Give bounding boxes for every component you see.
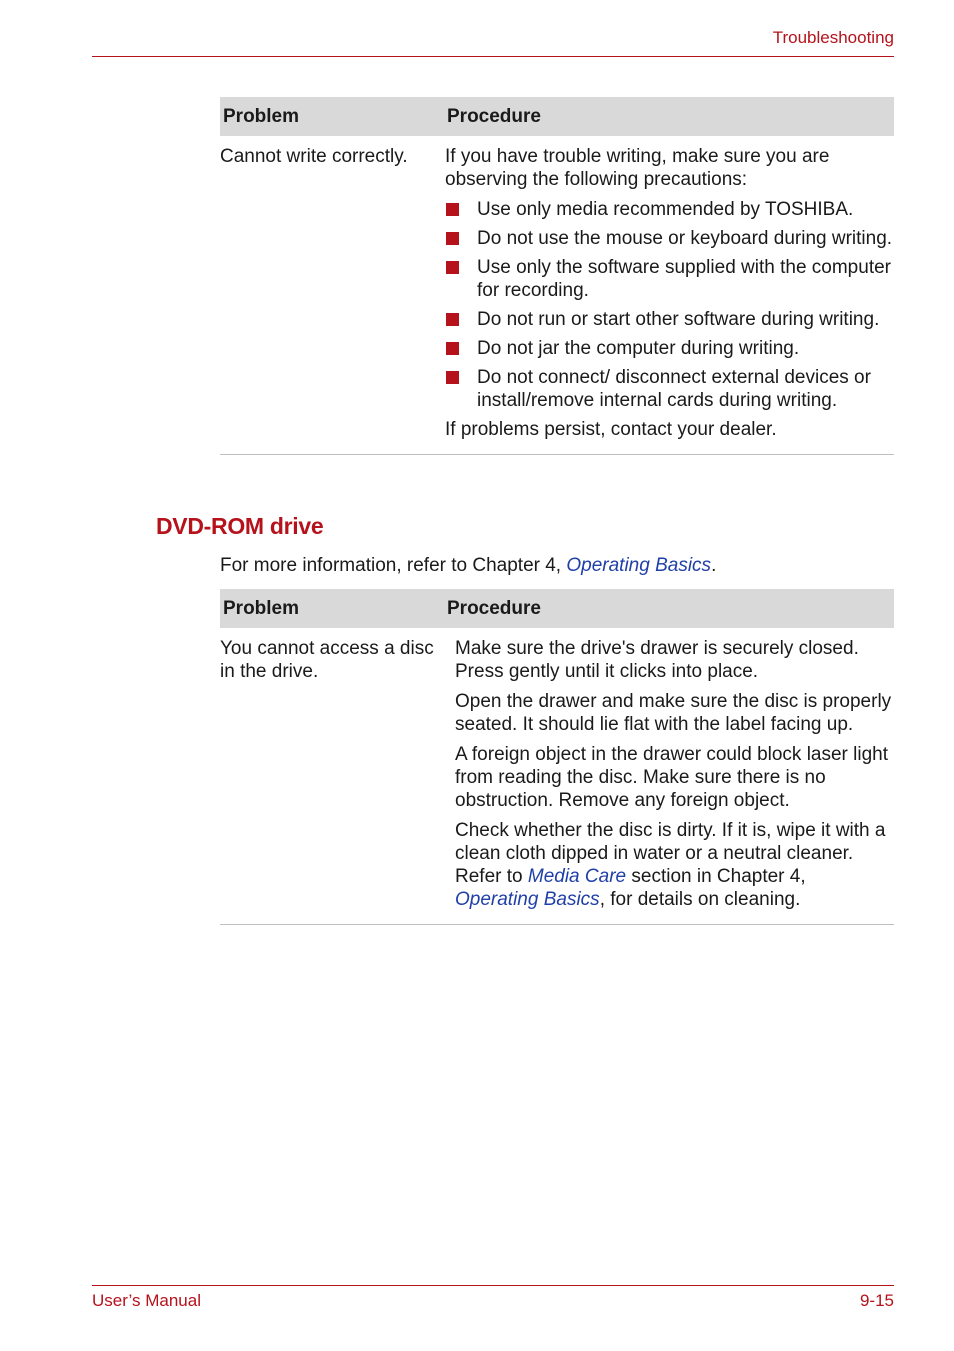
header-rule [92, 56, 894, 57]
list-item: Do not use the mouse or keyboard during writing. [445, 227, 894, 250]
list-item: Do not run or start other software during writing. [445, 308, 894, 331]
list-item: Do not connect/ disconnect external devices or install/remove internal cards during writing. [445, 366, 894, 412]
footer-manual-title: User’s Manual [92, 1291, 201, 1310]
table-row [220, 628, 894, 925]
procedure-cell [445, 145, 894, 448]
square-bullet-icon [446, 313, 459, 326]
table-row [220, 136, 894, 455]
operating-basics-link[interactable]: Operating Basics [566, 555, 712, 576]
column-header-problem: Problem [223, 106, 300, 127]
footer-rule [92, 1285, 894, 1286]
problem-cell: Cannot write correctly. [220, 146, 408, 167]
square-bullet-icon [446, 203, 459, 216]
column-header-procedure: Procedure [447, 106, 541, 127]
square-bullet-icon [446, 371, 459, 384]
procedure-cell [455, 637, 894, 918]
procedure-paragraph: Open the drawer and make sure the disc is properly seated. It should lie flat with the label facing up. [455, 691, 892, 735]
section-intro: For more information, refer to Chapter 4, Operating Basics. [220, 555, 717, 576]
media-care-link[interactable]: Media Care [527, 866, 627, 887]
precaution-list [445, 198, 894, 412]
running-header: Troubleshooting [772, 28, 894, 47]
procedure-intro: If you have trouble writing, make sure you are observing the following precautions: [445, 146, 830, 190]
page-number: 9-15 [859, 1291, 894, 1310]
table-dvd-rom-problems [220, 589, 894, 925]
table-header [220, 97, 894, 136]
square-bullet-icon [446, 232, 459, 245]
operating-basics-link[interactable]: Operating Basics [455, 889, 600, 910]
procedure-paragraph: Check whether the disc is dirty. If it is, wipe it with a clean cloth dipped in water or a neutral cleaner. Refer to Media Care section in Chapter 4, Operating Basics, for details on cleaning. [455, 820, 886, 910]
list-item: Use only the software supplied with the computer for recording. [445, 256, 894, 302]
table-write-problems [220, 97, 894, 455]
table-header [220, 589, 894, 628]
procedure-closing: If problems persist, contact your dealer. [445, 419, 777, 440]
list-item: Do not jar the computer during writing. [445, 337, 894, 360]
list-item: Use only media recommended by TOSHIBA. [445, 198, 894, 221]
column-header-problem: Problem [223, 598, 300, 619]
section-title: DVD-ROM drive [156, 513, 324, 539]
square-bullet-icon [446, 261, 459, 274]
procedure-paragraph: A foreign object in the drawer could block laser light from reading the disc. Make sure there is no obstruction. Remove any foreign object. [455, 744, 889, 811]
procedure-paragraph: Make sure the drive's drawer is securely closed. Press gently until it clicks into place. [455, 638, 859, 682]
column-header-procedure: Procedure [447, 598, 541, 619]
square-bullet-icon [446, 342, 459, 355]
problem-cell: You cannot access a disc in the drive. [220, 638, 434, 682]
